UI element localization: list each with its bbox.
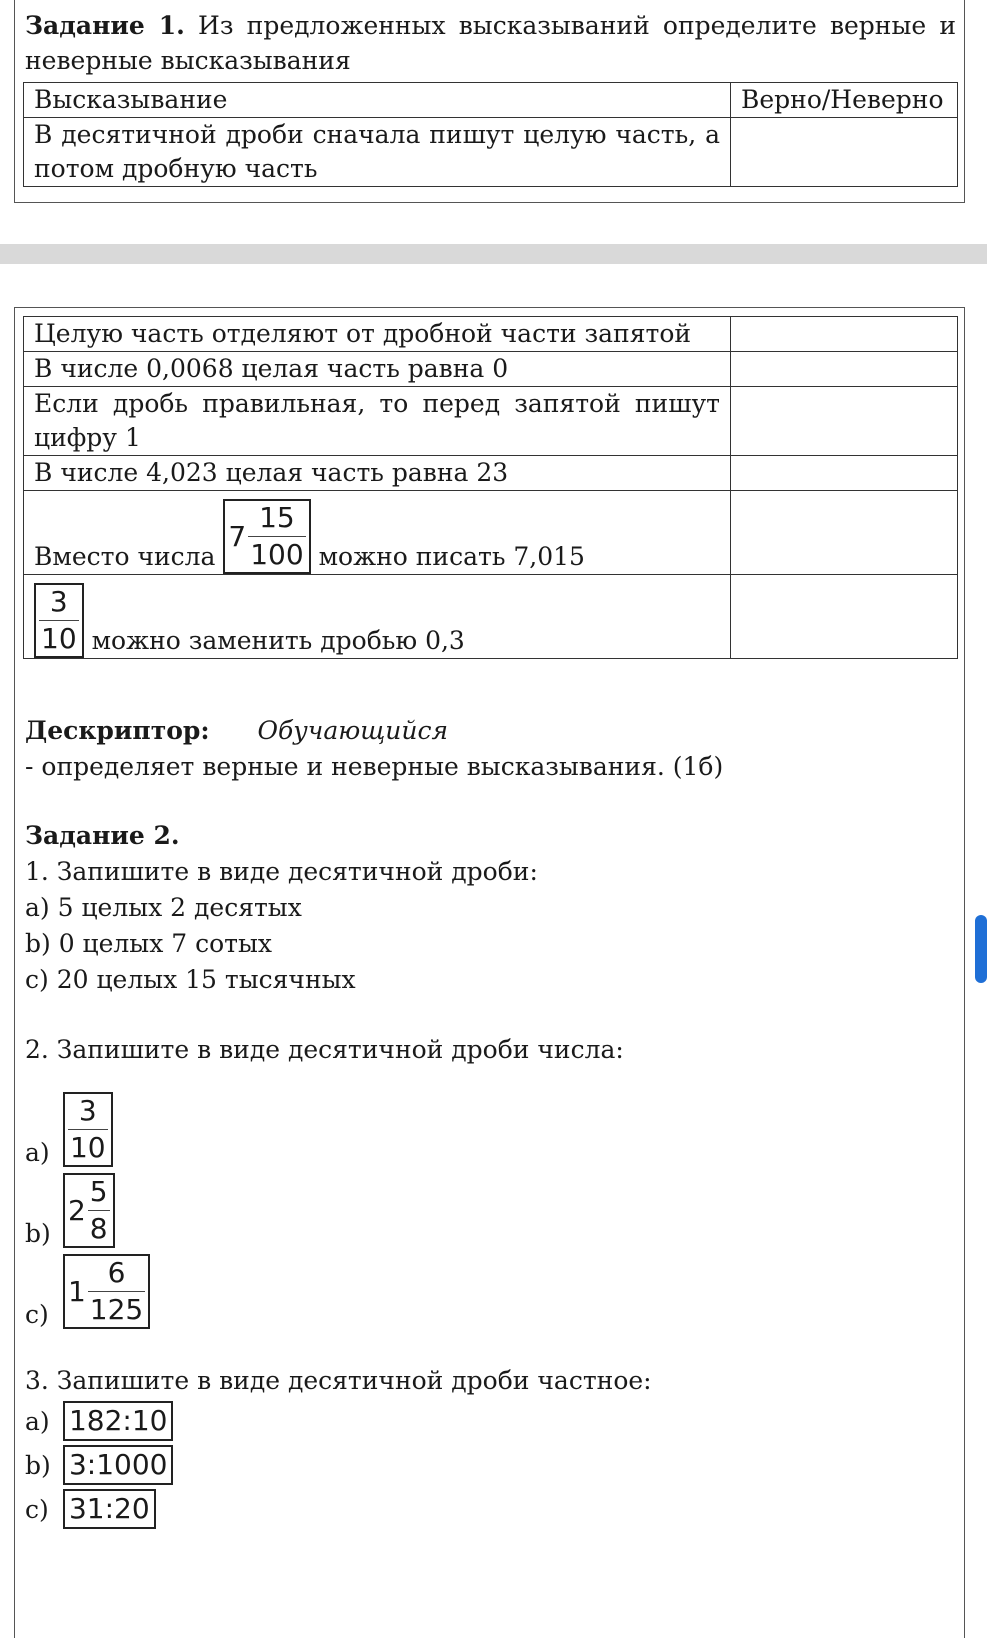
fraction-3-10 xyxy=(63,1092,113,1167)
statement-6 xyxy=(24,491,731,575)
answer-cell-5[interactable] xyxy=(731,456,958,491)
task1-heading xyxy=(25,8,956,78)
descriptor-who: Обучающийся xyxy=(257,716,449,745)
task2-q2a xyxy=(25,1092,652,1167)
statements-table-part2 xyxy=(23,316,958,659)
statement-6-suffix: можно писать 7,015 xyxy=(318,542,585,571)
table-row xyxy=(24,456,958,491)
statement-2: Целую часть отделяют от дробной части запятой xyxy=(24,317,731,352)
scrollbar-thumb[interactable] xyxy=(975,915,987,983)
table-row xyxy=(24,317,958,352)
fraction-numerator: 5 xyxy=(89,1175,108,1208)
statement-5: В числе 4,023 целая часть равна 23 xyxy=(24,456,731,491)
answer-cell-1[interactable] xyxy=(731,118,958,187)
answer-cell-4[interactable] xyxy=(731,387,958,456)
fraction-denominator: 8 xyxy=(89,1212,108,1245)
table-row xyxy=(24,118,958,187)
mixed-fraction-2-5-8 xyxy=(63,1173,115,1248)
task2-q3c xyxy=(25,1489,652,1529)
header-statement: Высказывание xyxy=(24,83,731,118)
quotient-box: 31:20 xyxy=(63,1489,156,1529)
fraction-numerator: 6 xyxy=(107,1256,126,1289)
descriptor-text: - определяет верные и неверные высказывания. (1б) xyxy=(25,752,724,781)
table-header-row xyxy=(24,83,958,118)
task1-instruction: Из предложенных высказываний определите верные и неверные высказывания xyxy=(25,11,956,75)
q2b-label: b) xyxy=(25,1219,51,1248)
fraction-denominator: 100 xyxy=(250,538,304,571)
q3a-label: a) xyxy=(25,1407,50,1436)
mixed-fraction-7-15-100 xyxy=(223,499,310,574)
q2a-label: a) xyxy=(25,1138,50,1167)
task2-q3: 3. Запишите в виде десятичной дроби частное: xyxy=(25,1366,652,1395)
page-bottom xyxy=(14,307,965,1638)
task2-q3a xyxy=(25,1401,652,1441)
quotient-box: 182:10 xyxy=(63,1401,174,1441)
table-row xyxy=(24,352,958,387)
answer-cell-7[interactable] xyxy=(731,575,958,659)
table-row xyxy=(24,491,958,575)
task2-q2c xyxy=(25,1254,652,1329)
q3c-label: c) xyxy=(25,1495,49,1524)
header-answer: Верно/Неверно xyxy=(731,83,958,118)
statement-6-prefix: Вместо числа xyxy=(34,542,216,571)
fraction-denominator: 10 xyxy=(69,1131,106,1164)
quotient-box: 3:1000 xyxy=(63,1445,174,1485)
fraction-denominator: 10 xyxy=(41,622,77,655)
page-separator xyxy=(0,244,987,264)
descriptor-label: Дескриптор: xyxy=(25,716,210,745)
task2 xyxy=(25,818,652,1529)
q2c-label: c) xyxy=(25,1300,49,1329)
answer-cell-6[interactable] xyxy=(731,491,958,575)
statement-7 xyxy=(24,575,731,659)
statements-table-part1 xyxy=(23,82,958,187)
statement-7-suffix: можно заменить дробью 0,3 xyxy=(91,626,465,655)
fraction-numerator: 15 xyxy=(259,501,295,534)
mixed-fraction-1-6-125 xyxy=(63,1254,150,1329)
page-top xyxy=(14,0,965,203)
task2-q3b xyxy=(25,1445,652,1485)
table-row xyxy=(24,575,958,659)
task1-title: Задание 1. xyxy=(25,11,185,40)
fraction-numerator: 3 xyxy=(49,585,68,618)
statement-4: Если дробь правильная, то перед запятой пишут цифру 1 xyxy=(24,387,731,456)
task2-q2: 2. Запишите в виде десятичной дроби числа: xyxy=(25,1035,624,1064)
task2-q1: 1. Запишите в виде десятичной дроби: xyxy=(25,857,538,886)
statement-1: В десятичной дроби сначала пишут целую часть, а потом дробную часть xyxy=(24,118,731,187)
answer-cell-3[interactable] xyxy=(731,352,958,387)
q3b-label: b) xyxy=(25,1451,51,1480)
task2-title: Задание 2. xyxy=(25,821,180,850)
task2-q1b: b) 0 целых 7 сотых xyxy=(25,929,272,958)
table-row xyxy=(24,387,958,456)
task2-q1a: a) 5 целых 2 десятых xyxy=(25,893,302,922)
fraction-whole: 1 xyxy=(67,1274,86,1308)
fraction-denominator: 125 xyxy=(89,1293,144,1326)
fraction-3-10 xyxy=(34,583,84,658)
answer-cell-2[interactable] xyxy=(731,317,958,352)
descriptor xyxy=(25,713,723,785)
fraction-numerator: 3 xyxy=(78,1094,97,1127)
fraction-whole: 7 xyxy=(228,519,247,553)
fraction-whole: 2 xyxy=(67,1193,86,1227)
statement-3: В числе 0,0068 целая часть равна 0 xyxy=(24,352,731,387)
task2-q1c: c) 20 целых 15 тысячных xyxy=(25,965,356,994)
task2-q2b xyxy=(25,1173,652,1248)
